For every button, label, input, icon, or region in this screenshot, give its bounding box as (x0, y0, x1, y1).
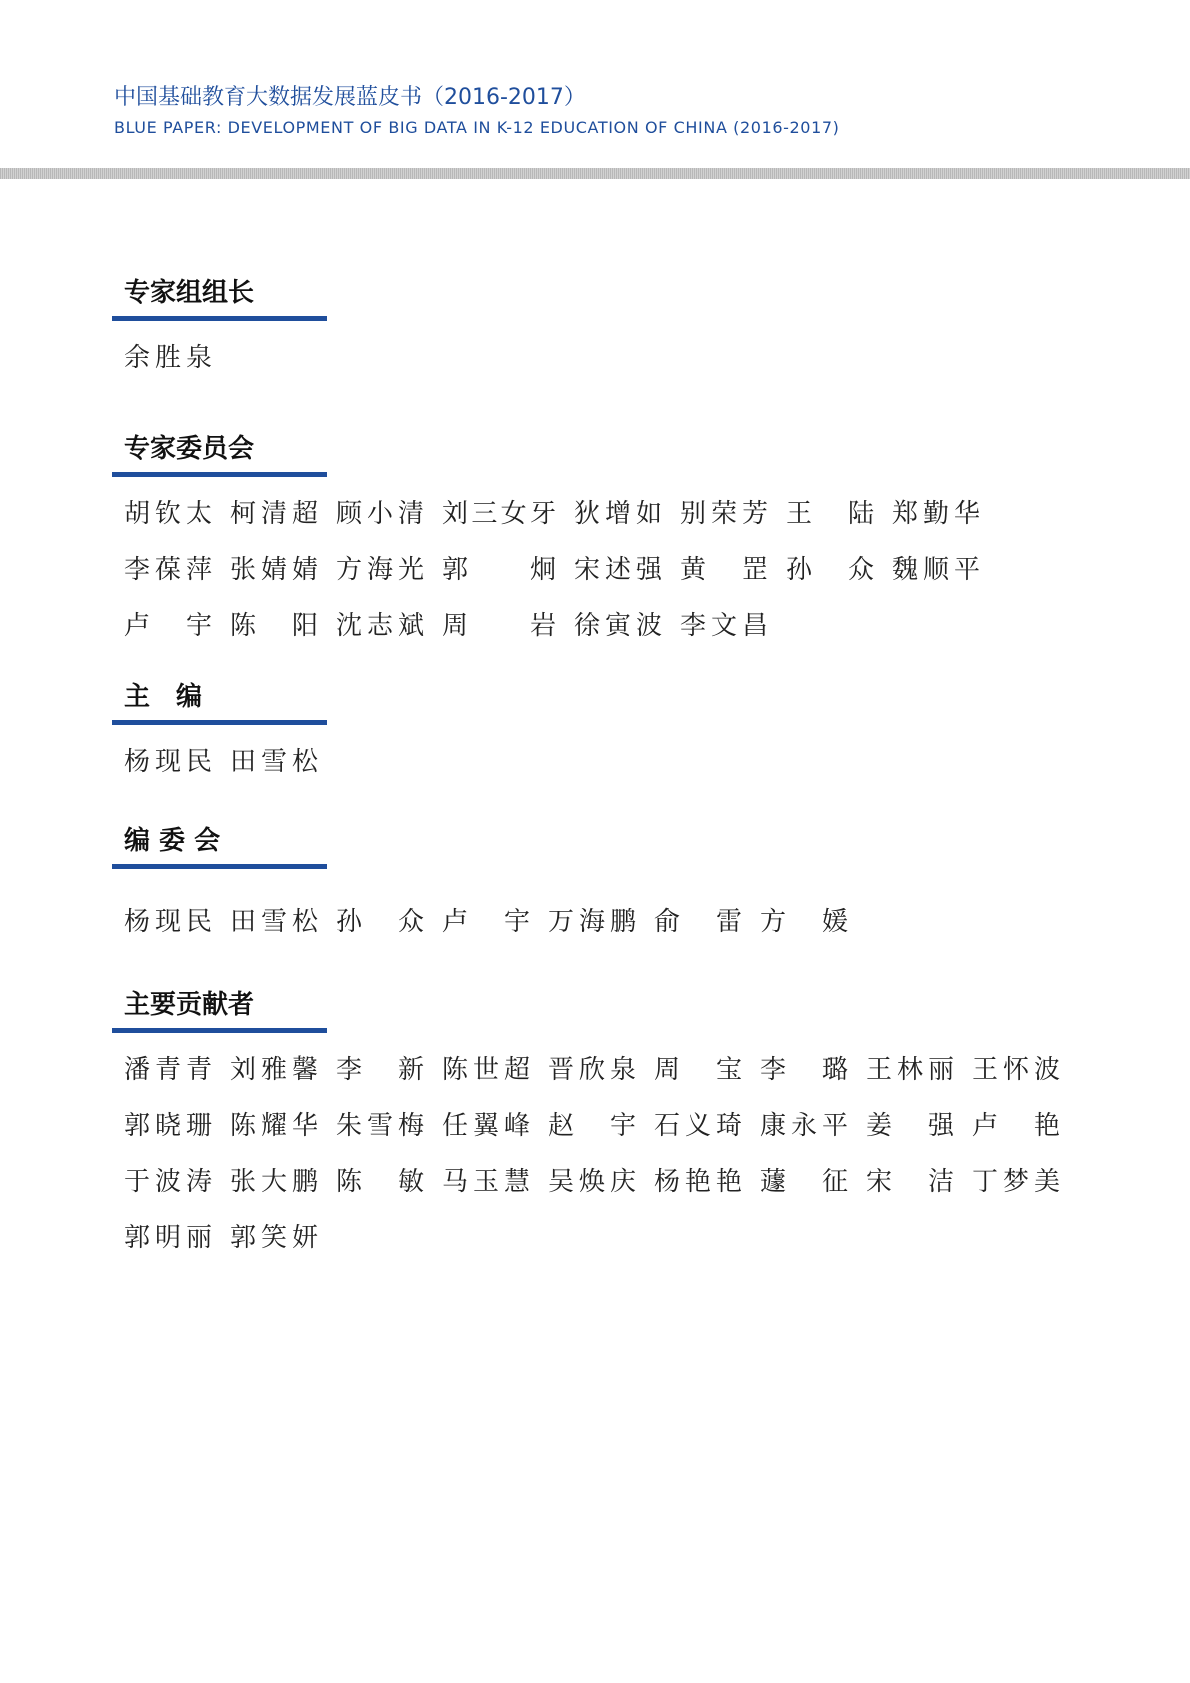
person-name: 宋 述 强 (574, 554, 663, 585)
person-name: 孙 众 (786, 554, 875, 585)
section-underline (112, 316, 327, 321)
section-main-contributors (112, 988, 1060, 1263)
section-expert-committee (112, 432, 980, 651)
person-name: 卢 艳 (972, 1110, 1061, 1141)
person-name: 沈 志 斌 (336, 610, 425, 641)
person-name: 赵 宇 (548, 1110, 637, 1141)
person-name: 田 雪 松 (230, 906, 319, 937)
person-name: 徐 寅 波 (574, 610, 663, 641)
person-name: 王 怀 波 (972, 1054, 1061, 1085)
person-name: 张 婧 婧 (230, 554, 319, 585)
name-list (112, 731, 327, 787)
person-name: 郑 勤 华 (892, 498, 981, 529)
person-name: 黄 罡 (680, 554, 769, 585)
person-name: 王 陆 (786, 498, 875, 529)
person-name: 宋 洁 (866, 1166, 955, 1197)
section-title: 专家委员会 (124, 434, 255, 464)
section-title: 编 委 会 (124, 826, 221, 856)
section-expert-group-leader (112, 276, 327, 383)
person-name: 马 玉 慧 (442, 1166, 531, 1197)
person-name: 李 璐 (760, 1054, 849, 1085)
person-name: 柯 清 超 (230, 498, 319, 529)
person-name: 任 翼 峰 (442, 1110, 531, 1141)
person-name: 郭 笑 妍 (230, 1222, 319, 1253)
person-name: 陈 敏 (336, 1166, 425, 1197)
person-name: 魏 顺 平 (892, 554, 981, 585)
section-chief-editor (112, 680, 327, 787)
person-name: 蘧 征 (760, 1166, 849, 1197)
person-name: 孙 众 (336, 906, 425, 937)
person-name: 李 葆 萍 (124, 554, 213, 585)
name-list (112, 483, 980, 651)
person-name: 晋 欣 泉 (548, 1054, 637, 1085)
person-name: 郭 晓 珊 (124, 1110, 213, 1141)
person-name: 杨 现 民 (124, 906, 213, 937)
person-name: 杨 艳 艳 (654, 1166, 743, 1197)
person-name: 俞 雷 (654, 906, 743, 937)
person-name: 卢 宇 (124, 610, 213, 641)
person-name: 田 雪 松 (230, 746, 319, 777)
person-name: 李 文 昌 (680, 610, 769, 641)
section-title: 主 编 (124, 682, 203, 712)
person-name: 陈 世 超 (442, 1054, 531, 1085)
section-editorial-board (112, 824, 848, 947)
person-name: 顾 小 清 (336, 498, 425, 529)
person-name: 万 海 鹏 (548, 906, 637, 937)
person-name: 刘 雅 馨 (230, 1054, 319, 1085)
header-title-en: BLUE PAPER: DEVELOPMENT OF BIG DATA IN K-12 EDUCATION OF CHINA (2016-2017) (114, 118, 840, 137)
person-name: 姜 强 (866, 1110, 955, 1141)
name-list (112, 327, 327, 383)
person-name: 郭 炯 (442, 554, 557, 585)
name-list (112, 891, 848, 947)
person-name: 陈 阳 (230, 610, 319, 641)
section-title: 专家组组长 (124, 278, 255, 308)
section-title: 主要贡献者 (124, 990, 255, 1020)
person-name: 丁 梦 美 (972, 1166, 1061, 1197)
person-name: 周 宝 (654, 1054, 743, 1085)
person-name: 吴 焕 庆 (548, 1166, 637, 1197)
person-name: 朱 雪 梅 (336, 1110, 425, 1141)
person-name: 胡 钦 太 (124, 498, 213, 529)
person-name: 狄 增 如 (574, 498, 663, 529)
person-name: 王 林 丽 (866, 1054, 955, 1085)
person-name: 石 义 琦 (654, 1110, 743, 1141)
person-name: 周 岩 (442, 610, 557, 641)
section-underline (112, 1028, 327, 1033)
section-underline (112, 472, 327, 477)
section-underline (112, 864, 327, 869)
person-name: 别 荣 芳 (680, 498, 769, 529)
person-name: 张 大 鹏 (230, 1166, 319, 1197)
person-name: 于 波 涛 (124, 1166, 213, 1197)
name-list (112, 1039, 1060, 1263)
person-name: 康 永 平 (760, 1110, 849, 1141)
person-name: 刘 三 女 牙 (442, 498, 556, 529)
person-name: 卢 宇 (442, 906, 531, 937)
person-name: 潘 青 青 (124, 1054, 213, 1085)
person-name: 李 新 (336, 1054, 425, 1085)
person-name: 陈 耀 华 (230, 1110, 319, 1141)
person-name: 余 胜 泉 (124, 342, 213, 373)
person-name: 郭 明 丽 (124, 1222, 213, 1253)
header-title-cn: 中国基础教育大数据发展蓝皮书（2016-2017） (114, 85, 586, 110)
person-name: 方 海 光 (336, 554, 425, 585)
person-name: 方 媛 (760, 906, 849, 937)
person-name: 杨 现 民 (124, 746, 213, 777)
section-underline (112, 720, 327, 725)
header-divider (0, 168, 1190, 179)
